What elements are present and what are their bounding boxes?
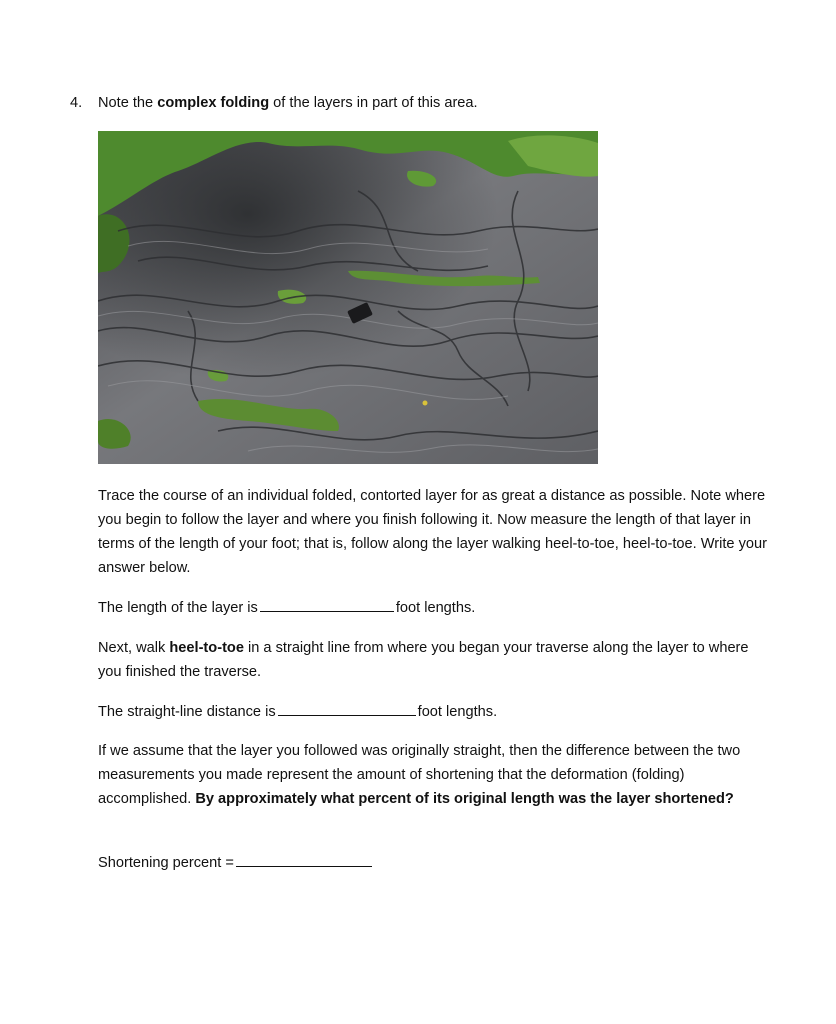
question-intro-bold: complex folding (157, 95, 270, 111)
question-intro-pre: Note the (98, 95, 158, 111)
shortening-percent-label: Shortening percent = (98, 855, 234, 871)
straight-distance-label: The straight-line distance is (98, 704, 276, 720)
instruction-shortening (98, 739, 776, 811)
assume-text: If we assume that the layer you followed was originally straight, then the difference between the two measurements you made represent the amount of shortening that the deformation (folding) accomplished. (98, 743, 741, 807)
layer-length-blank[interactable] (260, 596, 394, 612)
question-heading (70, 91, 478, 115)
straight-distance-line (98, 700, 776, 724)
shortening-percent-line (98, 851, 776, 875)
assume-question: By approximately what percent of its original length was the layer shortened? (195, 791, 734, 807)
layer-length-line (98, 596, 776, 620)
straight-distance-blank[interactable] (278, 700, 416, 716)
question-intro-post: of the layers in part of this area. (269, 95, 478, 111)
layer-length-unit: foot lengths. (395, 600, 476, 616)
walk-bold: heel-to-toe (169, 640, 244, 656)
instruction-walk-straight (98, 636, 776, 684)
walk-pre: Next, walk (98, 640, 170, 656)
folded-rock-photo (98, 131, 598, 464)
layer-length-label: The length of the layer is (98, 600, 258, 616)
straight-distance-unit: foot lengths. (417, 704, 498, 720)
instruction-trace-layer: Trace the course of an individual folded, contorted layer for as great a distance as possible. Note where you begin to follow the layer and where you finish following it. Now measure the length of that layer in terms of the length of your foot; that is, follow along the layer walking heel-to-toe, heel-to-toe. Write your answer below. (98, 488, 767, 576)
shortening-percent-blank[interactable] (236, 851, 372, 867)
question-number: 4. (70, 95, 83, 111)
walk-post: in a straight line from where you began your traverse along the layer to where you finished the traverse. (98, 640, 749, 680)
